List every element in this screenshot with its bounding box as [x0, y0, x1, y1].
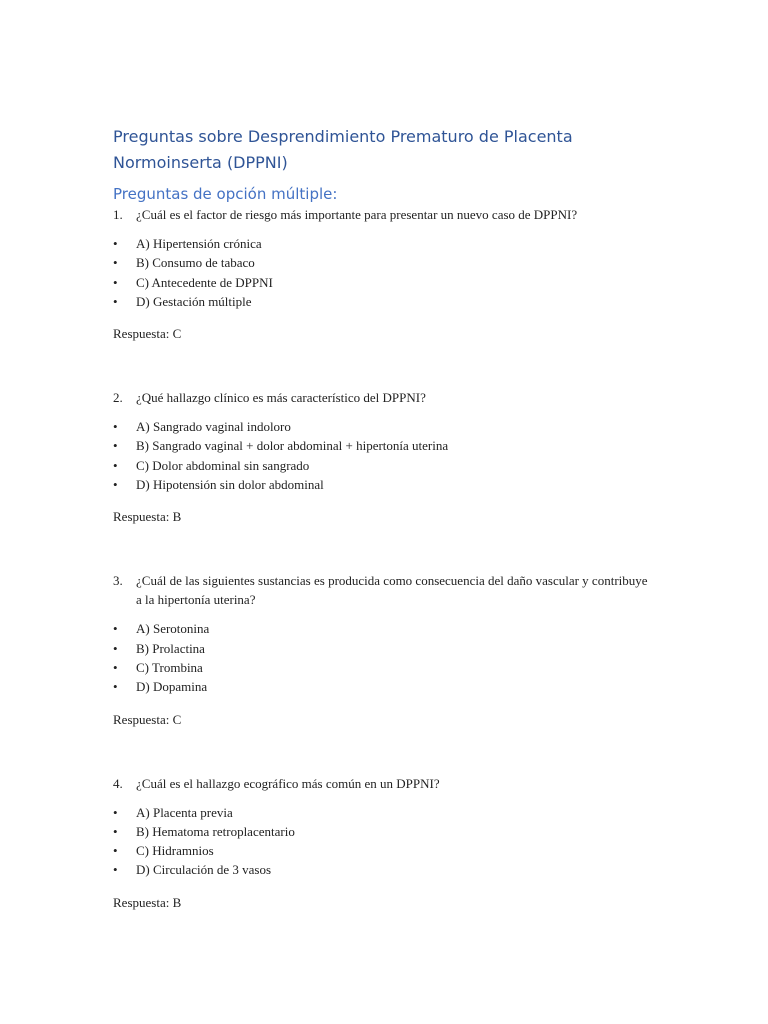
- option-item: [113, 639, 653, 658]
- question-number: 4.: [113, 775, 123, 791]
- question-block-2: [113, 388, 653, 526]
- option-item: [113, 475, 653, 494]
- option-item: [113, 273, 653, 292]
- answer-text: Respuesta: B: [113, 509, 182, 525]
- section-heading: Preguntas de opción múltiple:: [113, 185, 338, 203]
- bullet-icon: •: [113, 477, 118, 493]
- option-text: C) Trombina: [136, 659, 203, 675]
- bullet-icon: •: [113, 236, 118, 251]
- option-text: B) Prolactina: [136, 640, 205, 656]
- question-block-4: [113, 774, 653, 912]
- option-item: [113, 456, 653, 475]
- bullet-icon: •: [113, 438, 118, 454]
- option-text: C) Hidramnios: [136, 843, 214, 859]
- bullet-icon: •: [113, 679, 118, 695]
- option-text: A) Sangrado vaginal indoloro: [136, 419, 291, 435]
- document-content: [113, 124, 653, 912]
- question-block-3: [113, 571, 653, 728]
- answer-text: Respuesta: C: [113, 326, 182, 342]
- bullet-icon: •: [113, 255, 118, 271]
- bullet-icon: •: [113, 862, 118, 878]
- option-text: A) Serotonina: [136, 621, 210, 637]
- option-text: D) Hipotensión sin dolor abdominal: [136, 477, 324, 493]
- option-text: B) Consumo de tabaco: [136, 255, 255, 271]
- option-text: D) Dopamina: [136, 679, 208, 695]
- option-item: [113, 234, 653, 253]
- bullet-icon: •: [113, 621, 118, 637]
- bullet-icon: •: [113, 804, 118, 820]
- question-block-1: [113, 205, 653, 343]
- question-text: ¿Cuál es el hallazgo ecográfico más común en un DPPNI?: [136, 775, 440, 791]
- question-number: 1.: [113, 207, 123, 222]
- question-text: ¿Qué hallazgo clínico es más característico del DPPNI?: [136, 390, 426, 406]
- bullet-icon: •: [113, 659, 118, 675]
- option-item: [113, 253, 653, 272]
- option-text: A) Placenta previa: [136, 804, 233, 820]
- options-list: [113, 417, 653, 494]
- option-text: D) Gestación múltiple: [136, 293, 252, 309]
- answer-text: Respuesta: B: [113, 894, 182, 910]
- bullet-icon: •: [113, 457, 118, 473]
- option-item: [113, 619, 653, 638]
- option-item: [113, 417, 653, 436]
- options-list: [113, 803, 653, 880]
- bullet-icon: •: [113, 274, 118, 290]
- question-text: ¿Cuál de las siguientes sustancias es producida como consecuencia del daño vascular y contribuye a la hipertonía uterina?: [136, 573, 648, 608]
- option-text: A) Hipertensión crónica: [136, 236, 262, 251]
- question-1: [113, 205, 653, 224]
- option-item: [113, 841, 653, 860]
- answer-text: Respuesta: C: [113, 711, 182, 727]
- question-text: ¿Cuál es el factor de riesgo más importante para presentar un nuevo caso de DPPNI?: [136, 207, 578, 222]
- option-text: C) Antecedente de DPPNI: [136, 274, 273, 290]
- option-item: [113, 677, 653, 696]
- option-item: [113, 292, 653, 311]
- options-list: [113, 619, 653, 696]
- question-number: 2.: [113, 390, 123, 406]
- option-item: [113, 436, 653, 455]
- bullet-icon: •: [113, 823, 118, 839]
- bullet-icon: •: [113, 843, 118, 859]
- bullet-icon: •: [113, 640, 118, 656]
- option-text: B) Hematoma retroplacentario: [136, 823, 295, 839]
- document-title: Preguntas sobre Desprendimiento Prematuro de Placenta Normoinserta (DPPNI): [113, 127, 573, 172]
- question-2: [113, 388, 653, 407]
- question-3: [113, 571, 653, 609]
- bullet-icon: •: [113, 419, 118, 435]
- option-text: D) Circulación de 3 vasos: [136, 862, 272, 878]
- options-list: [113, 234, 653, 311]
- option-text: C) Dolor abdominal sin sangrado: [136, 457, 310, 473]
- question-number: 3.: [113, 573, 123, 589]
- option-item: [113, 822, 653, 841]
- option-item: [113, 658, 653, 677]
- option-item: [113, 860, 653, 879]
- option-text: B) Sangrado vaginal + dolor abdominal + hipertonía uterina: [136, 438, 449, 454]
- option-item: [113, 803, 653, 822]
- question-4: [113, 774, 653, 793]
- bullet-icon: •: [113, 293, 118, 309]
